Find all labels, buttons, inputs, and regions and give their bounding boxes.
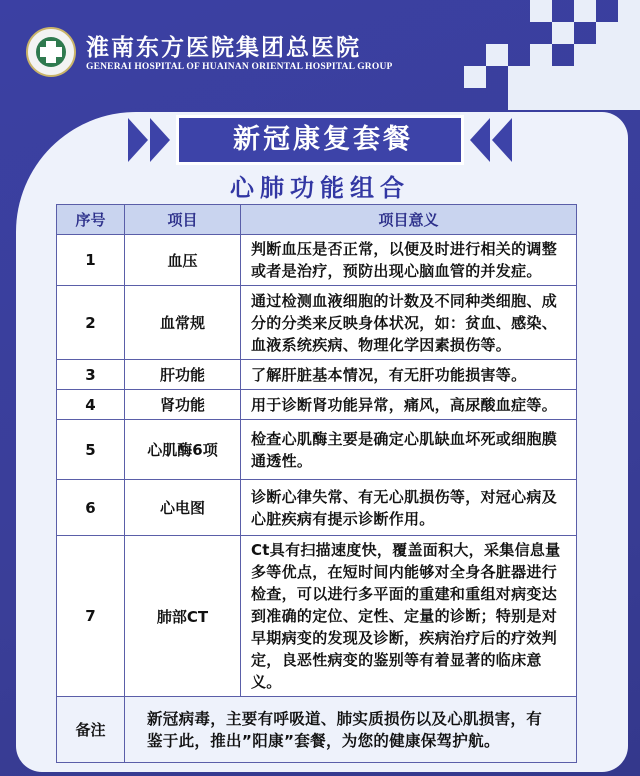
row-no: 2 [57, 286, 125, 360]
left-chevron-icon-2 [150, 118, 170, 162]
table-row [57, 286, 577, 360]
table-header-row [57, 205, 577, 235]
row-meaning: 通过检测血液细胞的计数及不同种类细胞、成分的分类来反映身体状况，如：贫血、感染、血液系统疾病、物理化学因素损伤等。 [241, 286, 577, 360]
row-no: 1 [57, 235, 125, 286]
row-item: 肾功能 [125, 390, 241, 420]
row-no: 6 [57, 480, 125, 536]
row-meaning: 检查心肌酶主要是确定心肌缺血坏死或细胞膜通透性。 [241, 420, 577, 480]
row-no: 4 [57, 390, 125, 420]
note-label: 备注 [57, 697, 125, 763]
page-subtitle: 心肺功能组合 [230, 174, 410, 202]
page-title: 新冠康复套餐 [233, 124, 413, 155]
row-item: 心电图 [125, 480, 241, 536]
row-item: 肺部CT [125, 536, 241, 697]
header-item: 项目 [125, 205, 241, 235]
row-meaning: 用于诊断肾功能异常，痛风，高尿酸血症等。 [241, 390, 577, 420]
hospital-name: 淮南东方医院集团总医院 [86, 34, 361, 61]
table-row [57, 480, 577, 536]
right-chevron-icon [470, 118, 490, 162]
hospital-logo-icon [26, 27, 76, 77]
row-meaning: Ct具有扫描速度快，覆盖面积大，采集信息量多等优点，在短时间内能够对全身各脏器进行检查，可以进行多平面的重建和重组对病变达到准确的定位、定性、定量的诊断；特别是对早期病变的发现及诊断，疾病治疗后的疗效判定，良恶性病变的鉴别等有着显著的临床意义。 [241, 536, 577, 697]
table-row [57, 420, 577, 480]
header-meaning: 项目意义 [241, 205, 577, 235]
left-chevron-icon [128, 118, 148, 162]
package-table [56, 204, 577, 763]
hospital-english-name: GENERAI HOSPITAL OF HUAINAN ORIENTAL HOSPITAL GROUP [86, 62, 393, 72]
note-row [57, 697, 577, 763]
table-row [57, 360, 577, 390]
row-item: 心肌酶6项 [125, 420, 241, 480]
row-no: 7 [57, 536, 125, 697]
row-meaning: 诊断心律失常、有无心肌损伤等，对冠心病及心脏疾病有提示诊断作用。 [241, 480, 577, 536]
row-meaning: 了解肝脏基本情况，有无肝功能损害等。 [241, 360, 577, 390]
note-text: 新冠病毒，主要有呼吸道、肺实质损伤以及心肌损害，有鉴于此，推出”阳康”套餐，为您的健康保驾护航。 [125, 697, 577, 763]
row-meaning: 判断血压是否正常，以便及时进行相关的调整或者是治疗，预防出现心脑血管的并发症。 [241, 235, 577, 286]
table-row [57, 390, 577, 420]
row-item: 血常规 [125, 286, 241, 360]
table-row [57, 536, 577, 697]
right-chevron-icon-2 [492, 118, 512, 162]
hospital-header [0, 0, 640, 80]
row-item: 血压 [125, 235, 241, 286]
header-no: 序号 [57, 205, 125, 235]
row-no: 3 [57, 360, 125, 390]
row-item: 肝功能 [125, 360, 241, 390]
table-row [57, 235, 577, 286]
row-no: 5 [57, 420, 125, 480]
title-banner [128, 115, 512, 165]
